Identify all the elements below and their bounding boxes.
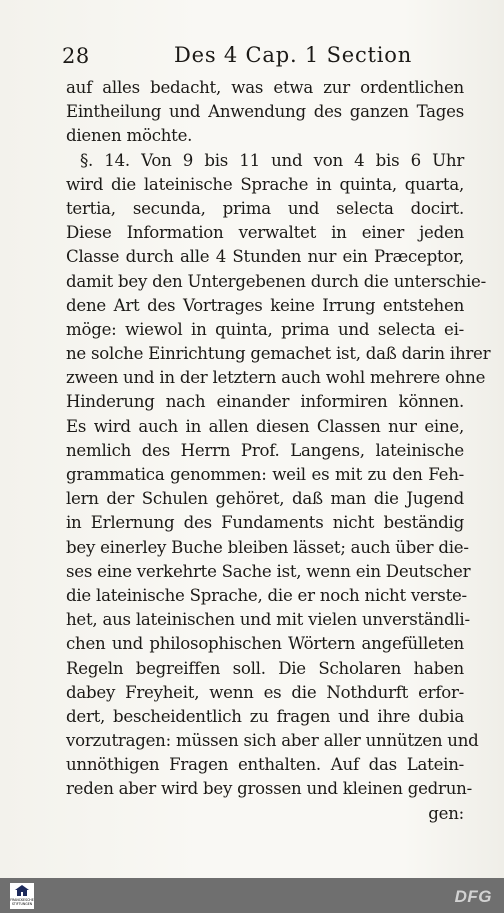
text-line: lern der Schulen gehöret, daß man die Jugend xyxy=(66,489,464,509)
library-logo-text: FRANCKESCHE STIFTUNGEN xyxy=(10,898,34,906)
text-line: ne solche Einrichtung gemachet ist, daß darin ihrer xyxy=(66,344,491,364)
text-line: dene Art des Vortrages keine Irrung entstehen xyxy=(66,295,464,315)
text-line: die lateinische Sprache, die er noch nicht verste- xyxy=(66,585,467,605)
text-line: vorzutragen: müssen sich aber aller unnützen und xyxy=(66,731,479,751)
text-line: ses eine verkehrte Sache ist, wenn ein Deutscher xyxy=(66,561,471,581)
text-line: nemlich des Herrn Prof. Langens, lateinische xyxy=(66,440,464,460)
text-line: dert, bescheidentlich zu fragen und ihre dubia xyxy=(66,706,464,726)
text-line: damit bey den Untergebenen durch die unterschie- xyxy=(66,271,486,291)
text-line: Hinderung nach einander informiren können. xyxy=(66,392,464,412)
text-line: möge: wiewol in quinta, prima und selecta ei- xyxy=(66,319,464,339)
text-line: chen und philosophischen Wörtern angefülleten xyxy=(66,634,464,654)
body-text xyxy=(66,76,491,826)
text-line: Eintheilung und Anwendung des ganzen Tages xyxy=(66,102,464,122)
text-line: auf alles bedacht, was etwa zur ordentlichen xyxy=(66,78,464,97)
text-line: unnöthigen Fragen enthalten. Auf das Latein- xyxy=(66,755,464,775)
text-line: tertia, secunda, prima und selecta docirt. xyxy=(66,198,464,218)
text-line: dabey Freyheit, wenn es die Nothdurft erfor- xyxy=(66,682,464,702)
viewer-footer-bar xyxy=(0,878,504,913)
orphanage-emblem-icon xyxy=(14,885,30,898)
library-logo xyxy=(10,883,34,909)
text-line: bey einerley Buche bleiben lässet; auch über die- xyxy=(66,537,469,557)
text-line: grammatica genommen: weil es mit zu den Feh- xyxy=(66,465,464,484)
text-line: Classe durch alle 4 Stunden nur ein Præceptor, xyxy=(66,247,464,267)
catchword: gen: xyxy=(428,803,464,823)
text-line: in Erlernung des Fundaments nicht beständig xyxy=(66,513,464,533)
section-start-line: §. 14. Von 9 bis 11 und von 4 bis 6 Uhr xyxy=(80,150,464,170)
page-header xyxy=(62,40,462,72)
text-line: Regeln begreiffen soll. Die Scholaren haben xyxy=(66,658,464,678)
running-head: Des 4 Cap. 1 Section xyxy=(174,43,413,67)
text-line: dienen möchte. xyxy=(66,126,193,146)
text-line: Es wird auch in allen diesen Classen nur eine, xyxy=(66,416,464,436)
text-line: reden aber wird bey grossen und kleinen gedrun- xyxy=(66,779,472,799)
page-number: 28 xyxy=(62,44,90,68)
text-line: het, aus lateinischen und mit vielen unverständli- xyxy=(66,610,470,630)
text-line: wird die lateinische Sprache in quinta, quarta, xyxy=(66,174,464,194)
text-line: Diese Information verwaltet in einer jeden xyxy=(66,223,464,243)
text-line: zween und in der letztern auch wohl mehrere ohne xyxy=(66,368,486,388)
dfg-logo: DFG xyxy=(454,887,492,906)
